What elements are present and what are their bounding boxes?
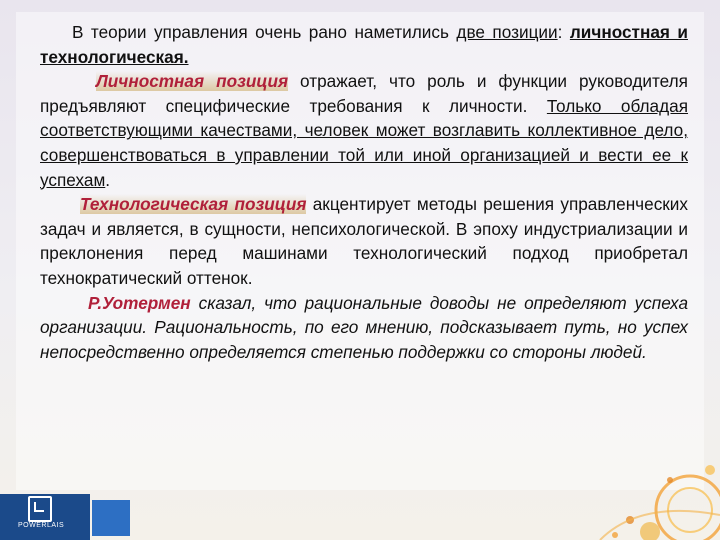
paragraph-personal-position xyxy=(40,69,688,192)
personal-position-term: Личностная позиция xyxy=(96,71,289,92)
decorative-swirl-icon xyxy=(570,440,720,540)
paragraph-waterman-quote xyxy=(40,291,688,365)
technological-position-text: акцентирует методы решения управленческих задач и является, в сущности, непсихологической. В эпоху индустриализации и преклонения перед машинами технологический подход приобретал технократический оттенок. xyxy=(40,194,689,288)
waterman-quote-text: сказал, что рациональные доводы не определяют успеха организации. Рациональность, по его мнению, подсказывает путь, но успех непосредственно определяется степенью поддержки со стороны людей. xyxy=(40,292,688,362)
powerlais-logo xyxy=(18,494,74,538)
decorative-dots xyxy=(570,440,720,540)
paragraph-technological-position xyxy=(40,192,688,290)
waterman-name: Р.Уотермен xyxy=(88,292,191,313)
logo-mark-icon xyxy=(28,496,52,522)
two-positions-underlined: две позиции xyxy=(456,22,558,42)
personal-position-underlined: Только обладая соответствующими качествами, человек может возглавить коллективное дело, совершенствоваться в управлении той или иной организацией и вести ее к успехам xyxy=(40,95,689,190)
intro-colon: : xyxy=(557,22,570,42)
personal-position-period: . xyxy=(105,169,111,190)
personal-position-text: отражает, что роль и функции руководителя предъявляют специфические требования к личности. xyxy=(40,71,688,116)
technological-position-term: Технологическая позиция xyxy=(80,194,307,215)
paragraph-intro xyxy=(40,20,688,69)
logo-label: POWERLAIS xyxy=(18,522,65,529)
slide-content xyxy=(40,20,688,364)
bottom-bar-blue xyxy=(92,500,130,536)
positions-list: личностная и технологическая. xyxy=(40,22,688,67)
intro-text: В теории управления очень рано наметились xyxy=(72,22,457,42)
